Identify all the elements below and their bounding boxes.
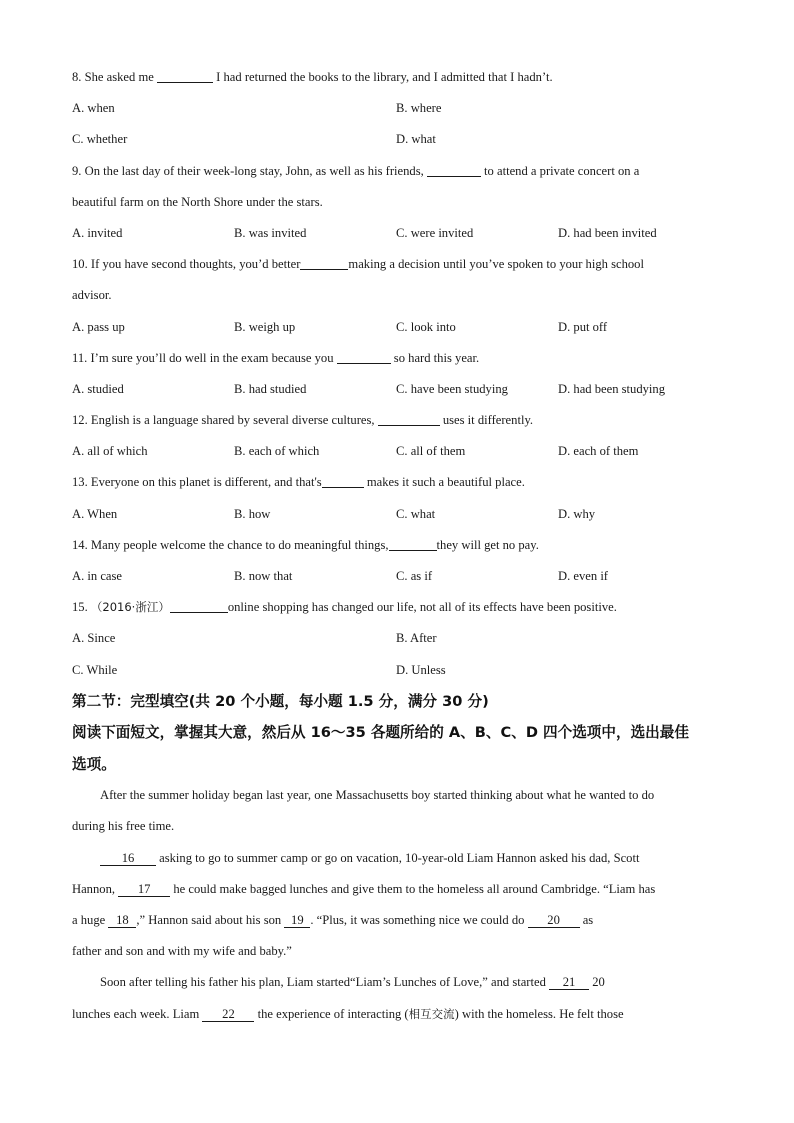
answer-blank	[300, 256, 348, 270]
option-b: B. now that	[234, 569, 293, 583]
passage-text: asking to go to summer camp or go on vacation, 10-year-old Liam Hannon asked his dad, Scott	[156, 850, 640, 865]
question-number: 14.	[72, 537, 88, 552]
passage-text: as	[579, 913, 594, 927]
answer-blank	[337, 350, 391, 364]
option-b: B. was invited	[234, 225, 307, 240]
option-c: C. While	[72, 662, 118, 677]
option-b: B. weigh up	[234, 319, 296, 334]
answer-blank	[322, 474, 364, 488]
option-a: A. invited	[72, 225, 123, 240]
passage-text: After the summer holiday began last year, one Massachusetts boy started thinking about what he wanted to do	[100, 788, 655, 803]
option-d: D. each of them	[558, 444, 639, 459]
passage-text: a huge	[72, 913, 109, 927]
question-10	[72, 249, 724, 280]
question-number: 9.	[72, 163, 82, 178]
question-9	[72, 156, 724, 187]
question-8	[72, 62, 724, 93]
option-b: B. where	[396, 101, 442, 116]
passage-text-chinese: 相互交流	[408, 1006, 455, 1021]
options-15	[72, 623, 724, 654]
answer-blank	[157, 69, 213, 83]
question-text: I had returned the books to the library, and I admitted that I hadn’t.	[213, 70, 553, 84]
option-c: C. have been studying	[396, 381, 508, 396]
question-text: Many people welcome the chance to do meaningful things,	[90, 537, 389, 552]
passage-text: ,” Hannon said about his son	[136, 913, 285, 927]
option-a: A. studied	[72, 381, 124, 396]
passage-paragraph-2-line-4	[72, 936, 724, 967]
passage-paragraph-2-line-3	[72, 905, 724, 936]
section-title: 第二节：完型填空(共 20 个小题，每小题 1.5 分，满分 30 分)	[72, 692, 489, 710]
question-text: makes it such a beautiful place.	[363, 475, 525, 490]
option-d: D. had been studying	[558, 381, 666, 396]
option-c: C. as if	[396, 569, 433, 583]
option-d: D. even if	[558, 569, 609, 583]
passage-text: the experience of interacting (	[254, 1006, 409, 1021]
option-d: D. Unless	[396, 662, 446, 677]
document-page	[72, 62, 724, 1030]
options-9	[72, 218, 724, 249]
question-number: 8.	[72, 70, 82, 84]
option-a: A. Since	[72, 631, 116, 646]
option-c: C. all of them	[396, 444, 466, 459]
question-11	[72, 343, 724, 374]
question-text: they will get no pay.	[436, 537, 539, 552]
option-d: D. put off	[558, 319, 608, 334]
passage-text: during his free time.	[72, 819, 175, 834]
answer-blank	[378, 412, 440, 426]
question-text: English is a language shared by several diverse cultures,	[90, 413, 378, 428]
option-a: A. when	[72, 101, 115, 116]
options-14	[72, 561, 724, 592]
question-9-continued	[72, 187, 724, 218]
option-d: D. what	[396, 132, 436, 147]
question-text: If you have second thoughts, you’d better	[90, 257, 301, 272]
option-a: A. pass up	[72, 319, 125, 334]
question-text: beautiful farm on the North Shore under the stars.	[72, 194, 323, 209]
question-15	[72, 592, 724, 623]
passage-text: . “Plus, it was something nice we could do	[310, 913, 528, 927]
question-number: 11.	[72, 350, 88, 365]
option-a: A. all of which	[72, 444, 148, 459]
question-text: to attend a private concert on a	[480, 163, 640, 178]
options-13	[72, 499, 724, 530]
passage-paragraph-3-line-2	[72, 999, 724, 1030]
question-10-continued	[72, 280, 724, 311]
blank-20: 20	[528, 913, 580, 928]
options-15b	[72, 655, 724, 686]
section-instructions: 阅读下面短文，掌握其大意，然后从 16～35 各题所给的 A、B、C、D 四个选项中，选出最佳	[72, 724, 689, 742]
option-a: A. When	[72, 506, 118, 521]
passage-paragraph-1	[72, 780, 724, 811]
question-number: 13.	[72, 475, 88, 490]
passage-text: ) with the homeless. He felt those	[454, 1006, 624, 1021]
answer-blank	[170, 599, 228, 613]
question-text: so hard this year.	[390, 350, 480, 365]
passage-paragraph-2-line-2	[72, 874, 724, 905]
passage-text: father and son and with my wife and baby.”	[72, 944, 292, 959]
passage-paragraph-2	[72, 843, 724, 874]
passage-paragraph-3	[72, 967, 724, 998]
question-13	[72, 467, 724, 498]
passage-text: 20	[589, 975, 605, 990]
blank-16: 16	[100, 851, 156, 866]
option-d: D. had been invited	[558, 225, 657, 240]
question-number: 15.	[72, 600, 88, 615]
option-c: C. were invited	[396, 225, 474, 240]
option-a: A. in case	[72, 569, 123, 583]
question-text: uses it differently.	[439, 413, 534, 428]
question-number: 10.	[72, 257, 88, 272]
passage-text: lunches each week. Liam	[72, 1006, 203, 1021]
question-number: 12.	[72, 413, 88, 428]
question-text: Everyone on this planet is different, and that's	[90, 475, 322, 490]
option-c: C. whether	[72, 132, 128, 147]
options-8	[72, 93, 724, 124]
question-14	[72, 530, 724, 561]
option-b: B. had studied	[234, 381, 307, 396]
question-text: I’m sure you’ll do well in the exam because you	[90, 350, 337, 365]
section-instructions-continued: 选项。	[72, 755, 116, 773]
options-8b	[72, 124, 724, 155]
passage-text: Soon after telling his father his plan, Liam started“Liam’s Lunches of Love,” and started	[100, 975, 550, 990]
question-text: On the last day of their week-long stay, John, as well as his friends,	[84, 163, 427, 178]
passage-text: Hannon,	[72, 881, 119, 896]
blank-22: 22	[202, 1007, 254, 1022]
blank-19: 19	[284, 913, 310, 928]
option-b: B. After	[396, 631, 437, 646]
question-text: online shopping has changed our life, not all of its effects have been positive.	[227, 600, 617, 615]
question-text: She asked me	[84, 70, 158, 84]
option-b: B. each of which	[234, 444, 320, 459]
blank-21: 21	[549, 975, 589, 990]
option-d: D. why	[558, 506, 596, 521]
question-12	[72, 405, 724, 436]
blank-17: 17	[118, 882, 170, 897]
blank-18: 18	[108, 913, 136, 928]
options-11	[72, 374, 724, 405]
passage-paragraph-1-continued	[72, 811, 724, 842]
passage-text: he could make bagged lunches and give them to the homeless all around Cambridge. “Liam has	[170, 881, 656, 896]
question-text: advisor.	[72, 288, 112, 303]
answer-blank	[427, 163, 481, 177]
options-12	[72, 436, 724, 467]
question-text: making a decision until you’ve spoken to your high school	[348, 257, 644, 272]
option-b: B. how	[234, 506, 271, 521]
answer-blank	[389, 537, 437, 551]
option-c: C. what	[396, 506, 436, 521]
question-source: （2016·浙江）	[90, 600, 170, 615]
options-10	[72, 312, 724, 343]
option-c: C. look into	[396, 319, 456, 334]
